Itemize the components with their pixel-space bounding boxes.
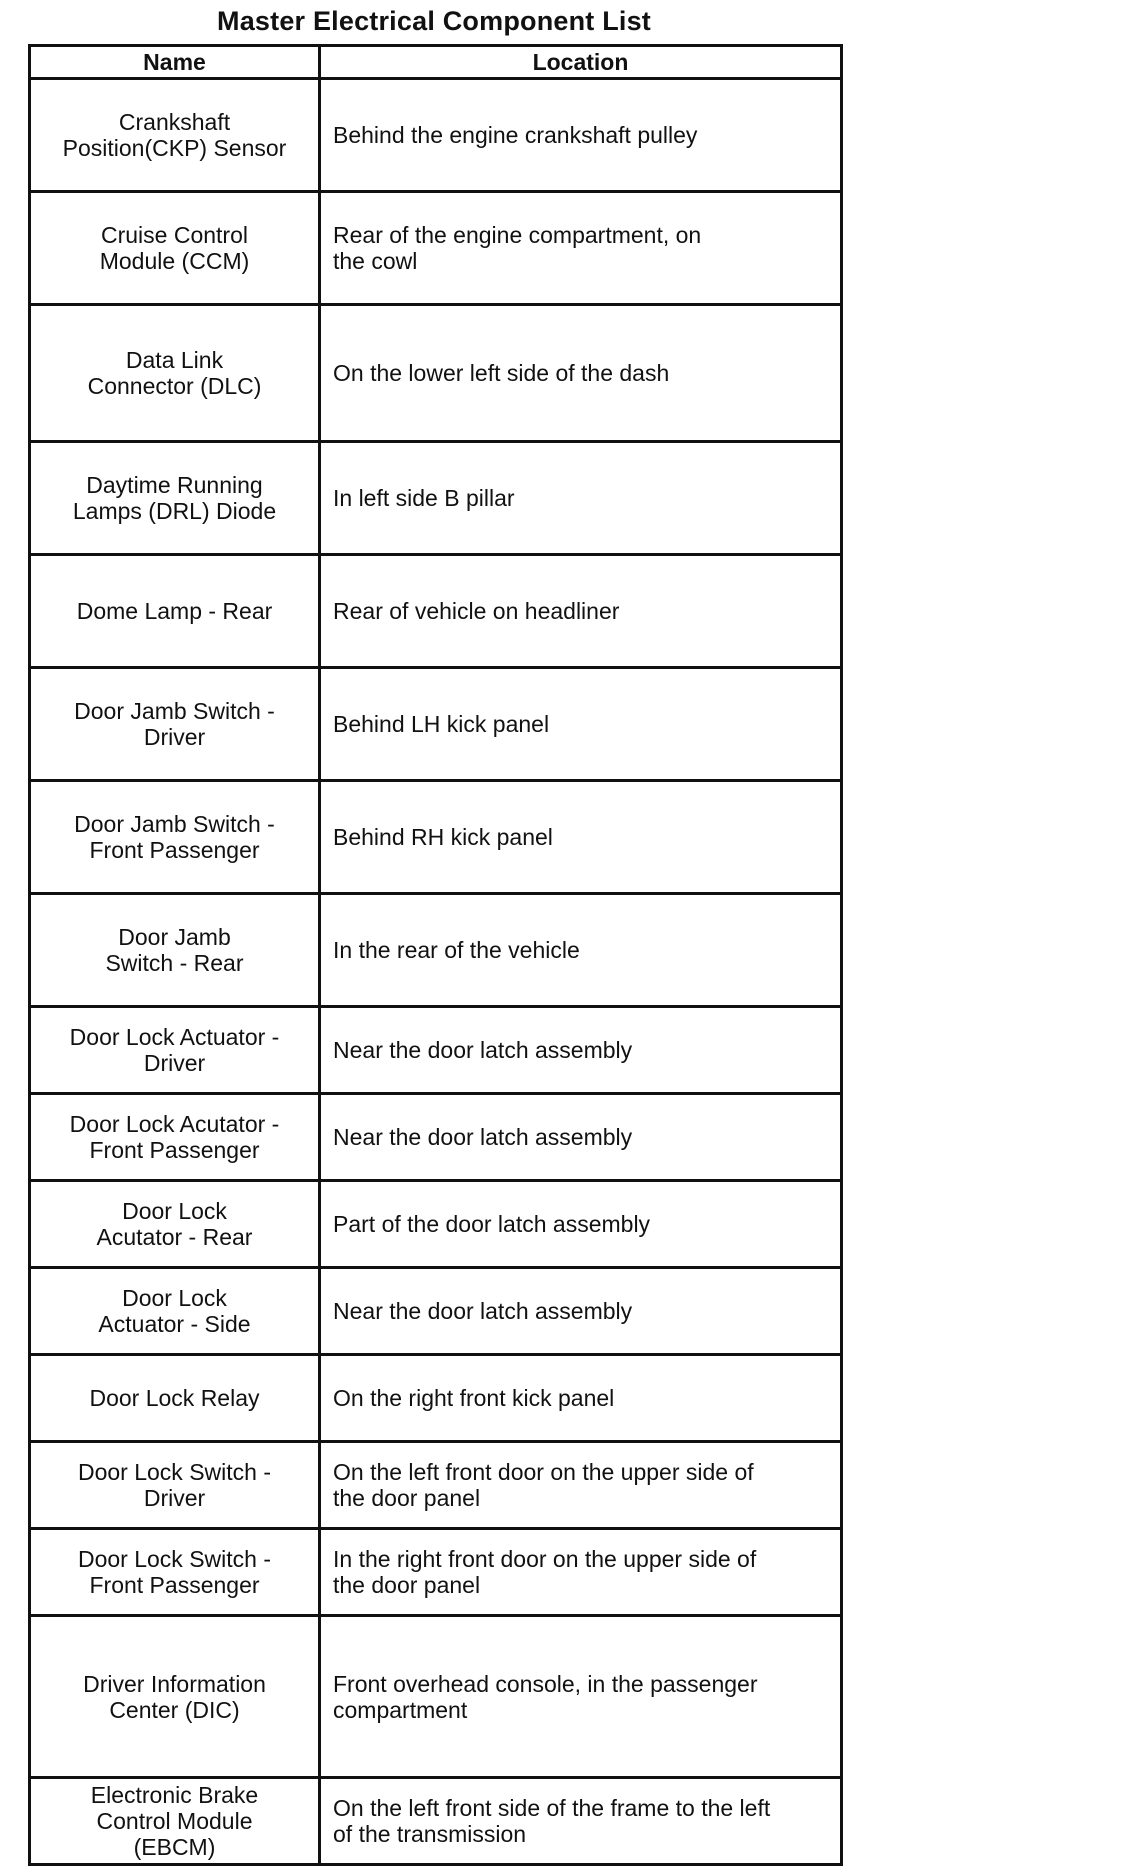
- table-header-row: [30, 46, 842, 79]
- component-location: On the right front kick panel: [320, 1355, 842, 1442]
- component-name: Daytime Running Lamps (DRL) Diode: [30, 442, 320, 555]
- component-location: Behind LH kick panel: [320, 668, 842, 781]
- component-location: Near the door latch assembly: [320, 1094, 842, 1181]
- component-name: Door Lock Switch - Driver: [30, 1442, 320, 1529]
- component-location: Front overhead console, in the passenger compartment: [320, 1616, 842, 1778]
- component-name: Door Lock Actuator - Driver: [30, 1007, 320, 1094]
- component-location: Near the door latch assembly: [320, 1268, 842, 1355]
- table-row: [30, 442, 842, 555]
- component-location: Near the door latch assembly: [320, 1007, 842, 1094]
- component-name: Electronic Brake Control Module (EBCM): [30, 1778, 320, 1865]
- component-name: Door Lock Acutator - Front Passenger: [30, 1094, 320, 1181]
- component-location: Behind RH kick panel: [320, 781, 842, 894]
- component-name: Door Jamb Switch - Rear: [30, 894, 320, 1007]
- table-row: [30, 1778, 842, 1865]
- table-row: [30, 555, 842, 668]
- component-location: On the lower left side of the dash: [320, 305, 842, 442]
- component-location: On the left front door on the upper side of the door panel: [320, 1442, 842, 1529]
- component-location: In the right front door on the upper side of the door panel: [320, 1529, 842, 1616]
- table-row: [30, 1616, 842, 1778]
- table-row: [30, 79, 842, 192]
- table-row: [30, 781, 842, 894]
- table-row: [30, 668, 842, 781]
- component-name: Door Lock Relay: [30, 1355, 320, 1442]
- column-header-name: Name: [30, 46, 320, 79]
- table-row: [30, 1442, 842, 1529]
- component-location: On the left front side of the frame to the left of the transmission: [320, 1778, 842, 1865]
- component-name: Crankshaft Position(CKP) Sensor: [30, 79, 320, 192]
- page-title: Master Electrical Component List: [217, 6, 651, 36]
- component-location: Part of the door latch assembly: [320, 1181, 842, 1268]
- component-name: Door Lock Actuator - Side: [30, 1268, 320, 1355]
- column-header-location: Location: [320, 46, 842, 79]
- component-location: In left side B pillar: [320, 442, 842, 555]
- component-name: Driver Information Center (DIC): [30, 1616, 320, 1778]
- component-name: Door Jamb Switch - Front Passenger: [30, 781, 320, 894]
- component-name: Dome Lamp - Rear: [30, 555, 320, 668]
- table-row: [30, 1181, 842, 1268]
- table-row: [30, 305, 842, 442]
- table-row: [30, 1094, 842, 1181]
- table-row: [30, 1007, 842, 1094]
- component-name: Door Lock Switch - Front Passenger: [30, 1529, 320, 1616]
- component-location: Rear of vehicle on headliner: [320, 555, 842, 668]
- component-location: In the rear of the vehicle: [320, 894, 842, 1007]
- component-location: Behind the engine crankshaft pulley: [320, 79, 842, 192]
- table-row: [30, 192, 842, 305]
- component-name: Door Lock Acutator - Rear: [30, 1181, 320, 1268]
- table-row: [30, 1268, 842, 1355]
- table-row: [30, 1355, 842, 1442]
- component-table: [28, 44, 843, 1866]
- component-name: Door Jamb Switch - Driver: [30, 668, 320, 781]
- table-row: [30, 894, 842, 1007]
- component-location: Rear of the engine compartment, on the cowl: [320, 192, 842, 305]
- component-name: Data Link Connector (DLC): [30, 305, 320, 442]
- table-row: [30, 1529, 842, 1616]
- component-name: Cruise Control Module (CCM): [30, 192, 320, 305]
